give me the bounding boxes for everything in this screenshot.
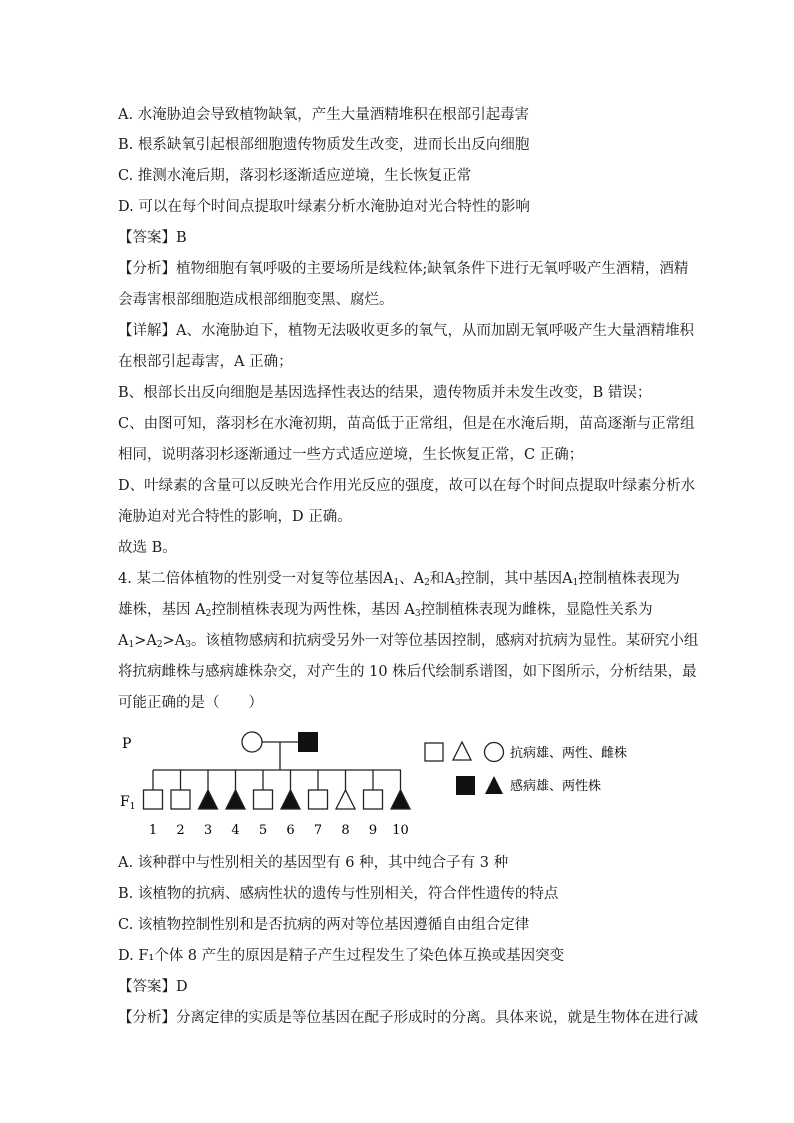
legend-square-filled — [456, 776, 475, 795]
offspring-number-4: 4 — [231, 823, 240, 838]
offspring-number-7: 7 — [313, 823, 323, 838]
option-a-q4: A. 该种群中与性别相关的基因型有 6 种，其中纯合子有 3 种 — [118, 855, 509, 871]
detail-q3-a-line1: 【详解】A、水淹胁迫下，植物无法吸收更多的氧气，从而加剧无氧呼吸产生大量酒精堆积 — [118, 323, 694, 339]
offspring-number-2: 2 — [176, 823, 185, 838]
offspring-number-1: 1 — [148, 823, 158, 838]
parent-male-susceptible — [298, 732, 318, 752]
legend-triangle-open — [453, 742, 471, 760]
option-c-q4: C. 该植物控制性别和是否抗病的两对等位基因遵循自由组合定律 — [118, 917, 530, 933]
offspring-8-hermaphrodite-resistant — [336, 790, 355, 809]
q4-number: 4. — [118, 571, 132, 587]
p-generation-label: P — [122, 736, 132, 752]
detail-q3-c-line2: 相同，说明落羽杉逐渐通过一些方式适应逆境，生长恢复正常，C 正确； — [118, 447, 584, 463]
q4-stem-line1: 4. 某二倍体植物的性别受一对复等位基因$A_1$、$A_2$和$A_3$控制，其中基因$A_1$控制植株表现为 — [118, 571, 680, 588]
q4-stem-line4: 将抗病雌株与感病雄株杂交，对产生的 10 株后代绘制系谱图，如下图所示，分析结果，最 — [118, 664, 697, 680]
q4-stem-line3: $A_1>A_2>A_3$。该植物感病和抗病受另外一对等位基因控制，感病对抗病为显性。某研究小组 — [118, 633, 699, 650]
option-d-q4: D. F₁个体 8 产生的原因是精子产生过程发生了染色体互换或基因突变 — [118, 948, 565, 964]
legend-circle-open — [485, 743, 504, 762]
pedigree-chart — [112, 722, 672, 842]
detail-q3-c-line1: C、由图可知，落羽杉在水淹初期，苗高低于正常组，但是在水淹后期，苗高逐渐与正常组 — [118, 416, 695, 432]
legend-triangle-filled — [485, 776, 503, 794]
offspring-number-3: 3 — [203, 823, 213, 838]
offspring-number-10: 10 — [392, 823, 409, 838]
detail-q3-b: B、根部长出反向细胞是基因选择性表达的结果，遗传物质并未发生改变，B 错误； — [118, 385, 652, 401]
offspring-number-9: 9 — [368, 823, 378, 838]
conclusion-q3: 故选 B。 — [118, 540, 177, 556]
q4-stem-line5: 可能正确的是（ ） — [118, 695, 263, 711]
answer-q4: 【答案】D — [118, 979, 188, 995]
offspring-number-6: 6 — [286, 823, 295, 838]
offspring-3-hermaphrodite-susceptible — [199, 790, 218, 809]
offspring-number-5: 5 — [258, 823, 268, 838]
analysis-q4: 【分析】分离定律的实质是等位基因在配子形成时的分离。具体来说，就是生物体在进行减 — [118, 1010, 698, 1026]
f1-generation-label: $F_1$ — [120, 794, 136, 812]
option-b-q4: B. 该植物的抗病、感病性状的遗传与性别相关，符合伴性遗传的特点 — [118, 886, 559, 902]
offspring-number-8: 8 — [341, 823, 350, 838]
legend-open-label: 抗病雄、两性、雌株 — [510, 746, 628, 761]
analysis-q3-line2: 会毒害根部细胞造成根部细胞变黑、腐烂。 — [118, 292, 394, 308]
parent-female-resistant — [242, 732, 262, 752]
analysis-q3-line1: 【分析】植物细胞有氧呼吸的主要场所是线粒体;缺氧条件下进行无氧呼吸产生酒精，酒精 — [118, 261, 689, 277]
option-b-q3: B. 根系缺氧引起根部细胞遗传物质发生改变，进而长出反向细胞 — [118, 137, 530, 153]
detail-q3-a-line2: 在根部引起毒害，A 正确； — [118, 354, 293, 370]
offspring-5-male-resistant — [254, 790, 273, 809]
detail-q3-d-line1: D、叶绿素的含量可以反映光合作用光反应的强度，故可以在每个时间点提取叶绿素分析水 — [118, 478, 696, 494]
q4-stem-line2: 雄株，基因 $A_2$控制植株表现为两性株，基因 $A_3$控制植株表现为雌株，显隐性关系为 — [118, 602, 653, 619]
offspring-10-hermaphrodite-susceptible — [391, 790, 410, 809]
answer-q3: 【答案】B — [118, 230, 187, 246]
offspring-2-male-resistant — [171, 790, 190, 809]
option-a-q3: A. 水淹胁迫会导致植物缺氧，产生大量酒精堆积在根部引起毒害 — [118, 107, 530, 123]
offspring-6-hermaphrodite-susceptible — [281, 790, 300, 809]
detail-q3-d-line2: 淹胁迫对光合特性的影响，D 正确。 — [118, 509, 352, 525]
option-d-q3: D. 可以在每个时间点提取叶绿素分析水淹胁迫对光合特性的影响 — [118, 199, 530, 215]
option-c-q3: C. 推测水淹后期，落羽杉逐渐适应逆境，生长恢复正常 — [118, 168, 472, 184]
offspring-9-male-resistant — [364, 790, 383, 809]
offspring-1-male-resistant — [144, 790, 163, 809]
offspring-7-male-resistant — [309, 790, 328, 809]
offspring-4-hermaphrodite-susceptible — [226, 790, 245, 809]
legend-square-open — [425, 743, 443, 761]
legend-filled-label: 感病雄、两性株 — [510, 779, 602, 794]
